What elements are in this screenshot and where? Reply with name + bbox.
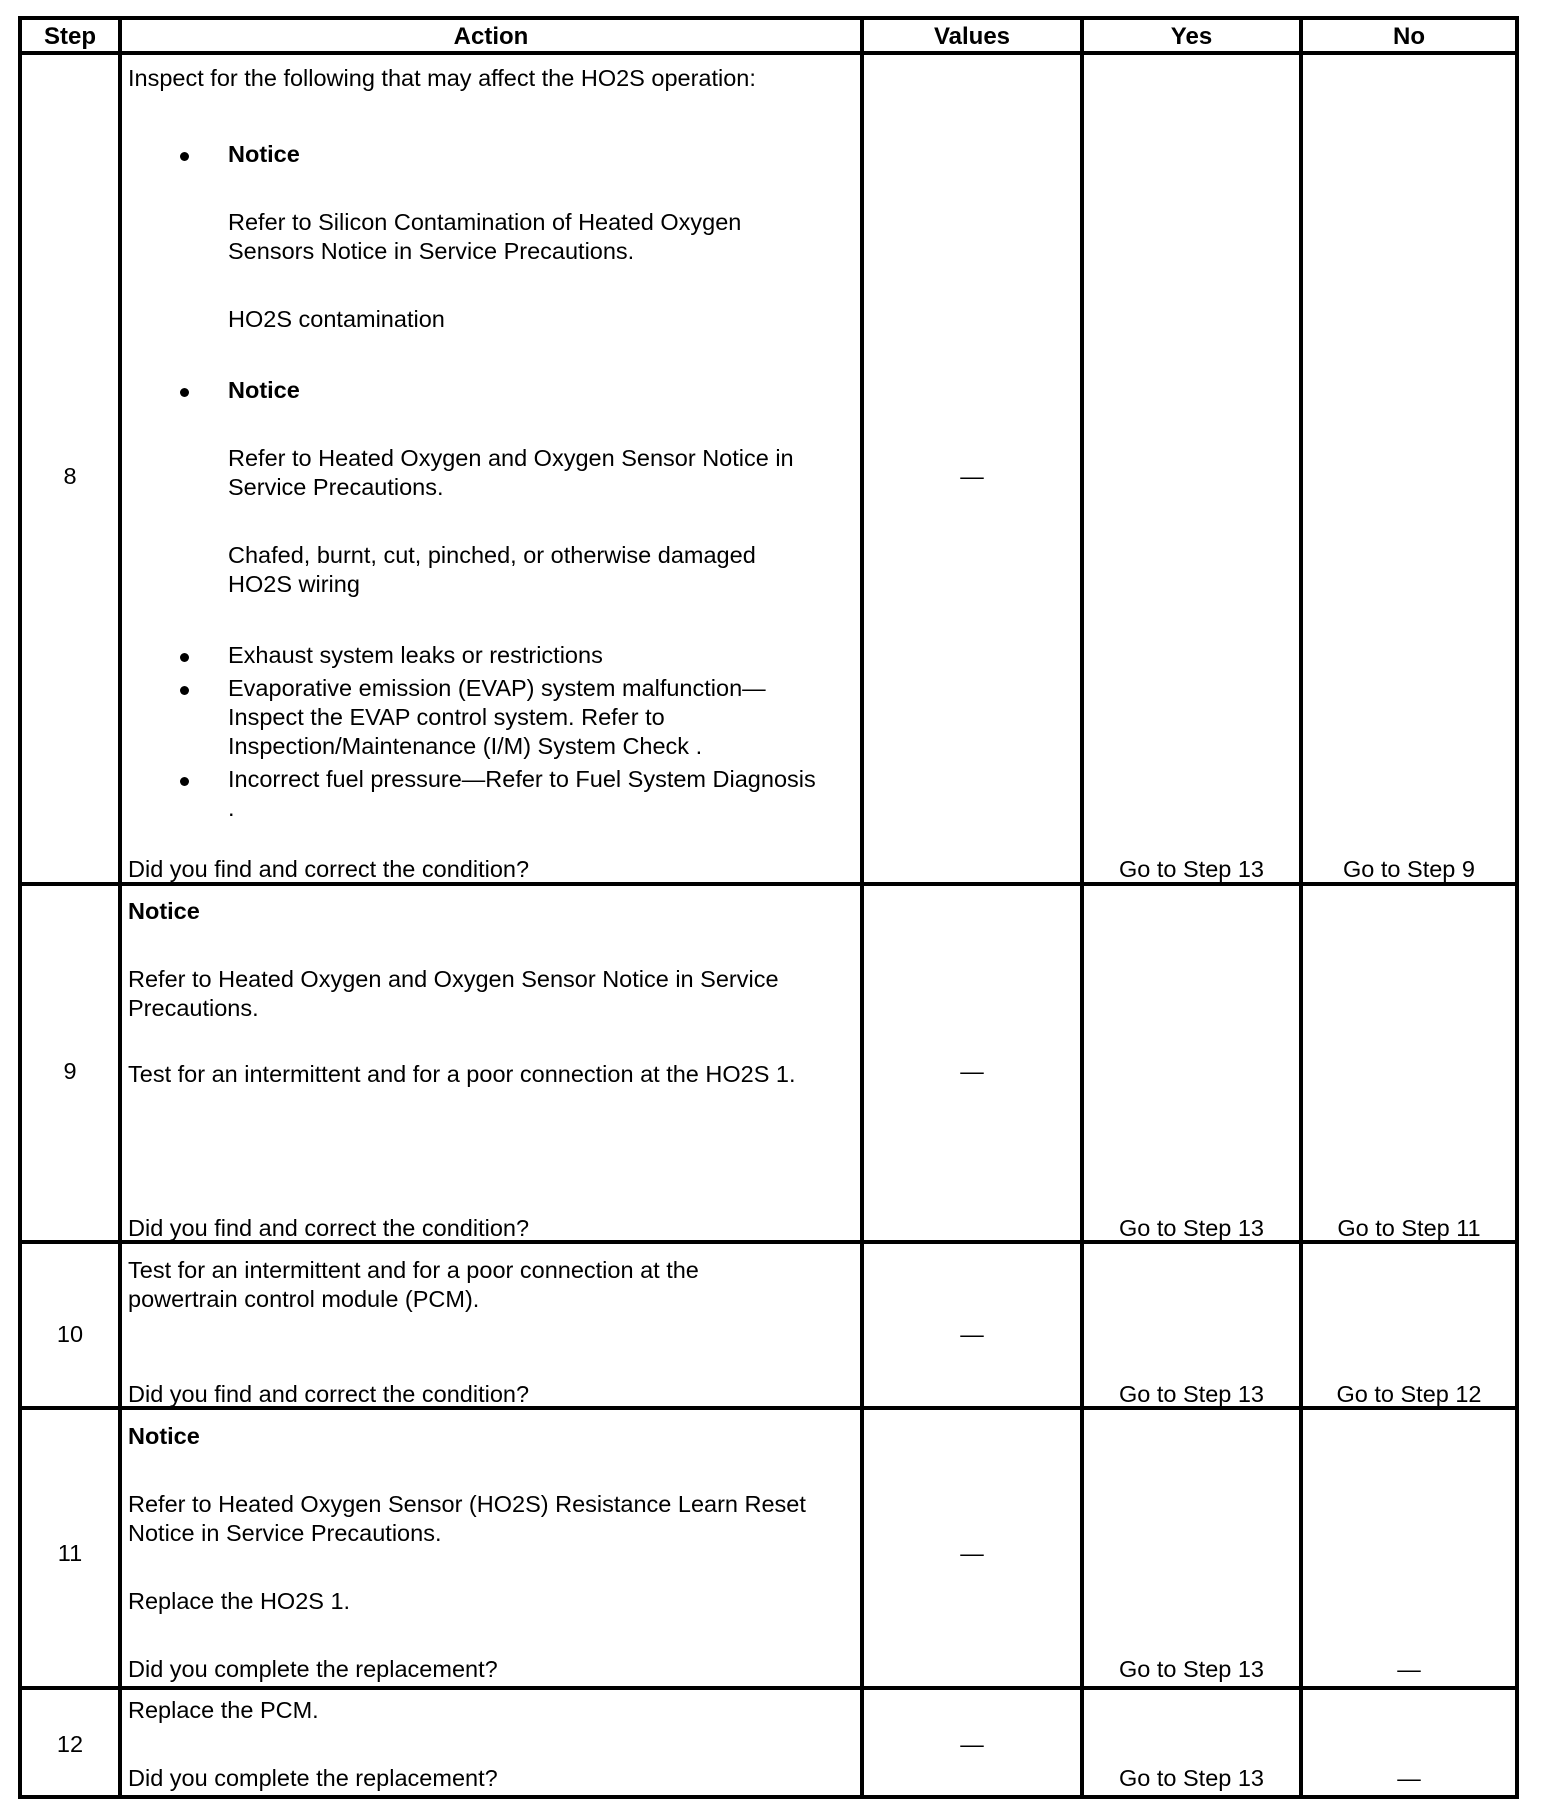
col-divider: [1299, 20, 1303, 1795]
action-text: Test for an intermittent and for a poor connection at the: [128, 1257, 699, 1283]
bullet: [180, 686, 189, 695]
notice-text: Refer to Silicon Contamination of Heated Oxygen: [228, 209, 742, 235]
header-step: Step: [43, 23, 96, 50]
values-cell: —: [960, 1321, 984, 1347]
notice-text: Precautions.: [128, 995, 259, 1021]
step-number: 8: [63, 463, 77, 489]
notice-title: Notice: [228, 141, 300, 167]
list-item: Exhaust system leaks or restrictions: [228, 642, 603, 668]
list-item: .: [228, 795, 235, 821]
step-number: 10: [56, 1321, 84, 1347]
diagnostic-table: [18, 16, 1519, 1799]
list-item: Evaporative emission (EVAP) system malfunction—: [228, 675, 766, 701]
step-number: 11: [57, 1540, 83, 1566]
yes-cell: Go to Step 13: [1118, 1656, 1265, 1682]
notice-text: Refer to Heated Oxygen Sensor (HO2S) Resistance Learn Reset: [128, 1491, 806, 1517]
bullet: [180, 653, 189, 662]
col-divider: [1080, 20, 1084, 1795]
bullet: [180, 388, 189, 397]
no-cell: —: [1397, 1656, 1421, 1682]
header-no: No: [1393, 23, 1425, 50]
action-question: Did you find and correct the condition?: [128, 1215, 530, 1241]
no-cell: Go to Step 9: [1343, 856, 1475, 882]
no-cell: Go to Step 12: [1336, 1381, 1482, 1407]
step-number: 9: [63, 1058, 77, 1084]
notice-text: Refer to Heated Oxygen and Oxygen Sensor Notice in Service: [128, 966, 779, 992]
notice-text: Notice in Service Precautions.: [128, 1520, 442, 1546]
yes-cell: Go to Step 13: [1118, 1215, 1265, 1241]
header-values: Values: [933, 23, 1011, 50]
yes-cell: Go to Step 13: [1118, 856, 1265, 882]
list-item: Inspection/Maintenance (I/M) System Check .: [228, 733, 703, 759]
values-cell: —: [960, 463, 984, 489]
header-yes: Yes: [1170, 23, 1213, 50]
yes-cell: Go to Step 13: [1118, 1381, 1265, 1407]
row-divider: [22, 51, 1515, 55]
action-text: powertrain control module (PCM).: [128, 1286, 480, 1312]
notice-title: Notice: [228, 377, 300, 403]
notice-title: Notice: [128, 1423, 200, 1449]
action-text: Replace the HO2S 1.: [128, 1588, 351, 1614]
yes-cell: Go to Step 13: [1118, 1765, 1265, 1791]
notice-text: Sensors Notice in Service Precautions.: [228, 238, 635, 264]
list-item: Incorrect fuel pressure—Refer to Fuel System Diagnosis: [228, 766, 816, 792]
notice-text: Service Precautions.: [228, 474, 444, 500]
values-cell: —: [960, 1058, 984, 1084]
list-item: Chafed, burnt, cut, pinched, or otherwise damaged: [228, 542, 756, 568]
action-text: Test for an intermittent and for a poor connection at the HO2S 1.: [128, 1061, 796, 1087]
notice-title: Notice: [128, 898, 200, 924]
header-action: Action: [453, 23, 529, 50]
step-number: 12: [56, 1731, 84, 1757]
notice-text: Refer to Heated Oxygen and Oxygen Sensor Notice in: [228, 445, 794, 471]
bullet: [180, 777, 189, 786]
bullet: [180, 152, 189, 161]
values-cell: —: [960, 1731, 984, 1757]
action-question: Did you complete the replacement?: [128, 1656, 498, 1682]
row-divider: [22, 1686, 1515, 1690]
action-question: Did you complete the replacement?: [128, 1765, 498, 1791]
col-divider: [860, 20, 864, 1795]
values-cell: —: [960, 1540, 984, 1566]
action-intro: Inspect for the following that may affect the HO2S operation:: [128, 65, 756, 91]
col-divider: [118, 20, 122, 1795]
list-item: Inspect the EVAP control system. Refer to: [228, 704, 665, 730]
action-text: Replace the PCM.: [128, 1697, 319, 1723]
no-cell: Go to Step 11: [1337, 1215, 1481, 1241]
no-cell: —: [1397, 1765, 1421, 1791]
list-item: HO2S contamination: [228, 306, 445, 332]
action-question: Did you find and correct the condition?: [128, 856, 530, 882]
list-item: HO2S wiring: [228, 571, 360, 597]
action-question: Did you find and correct the condition?: [128, 1381, 530, 1407]
